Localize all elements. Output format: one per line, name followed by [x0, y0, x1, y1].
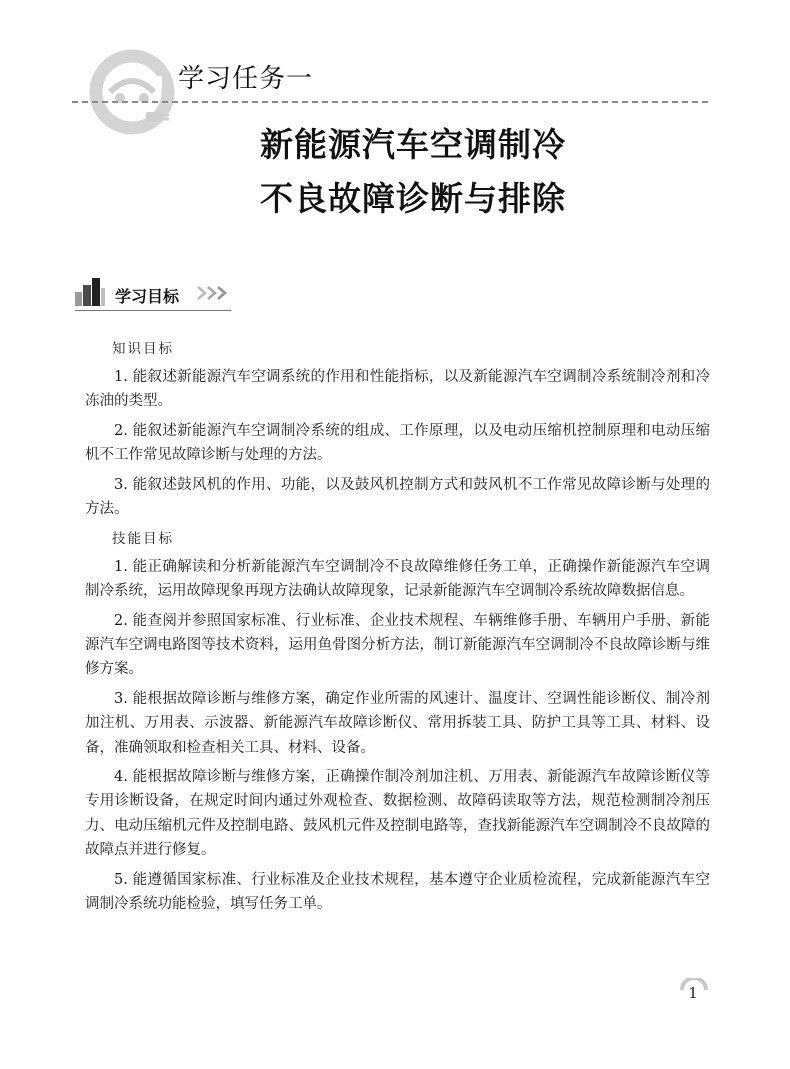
- skills-item: 4. 能根据故障诊断与维修方案，正确操作制冷剂加注机、万用表、新能源汽车故障诊断仪等专用诊断设备，在规定时间内通过外观检查、数据检测、故障码读取等方法，规范检测制冷剂压力、电动压缩机元件及控制电路、鼓风机元件及控制电路等，查找新能源汽车空调制冷不良故障的故障点并进行修复。: [85, 769, 710, 858]
- bar-chart-icon: [75, 278, 105, 306]
- page-number-badge: [679, 978, 713, 1008]
- section-title: 学习目标: [115, 287, 180, 306]
- knowledge-item: 2. 能叙述新能源汽车空调制冷系统的组成、工作原理，以及电动压缩机控制原理和电动压缩机不工作常见故障诊断与处理的方法。: [85, 423, 710, 464]
- task-label: 学习任务一: [178, 64, 314, 94]
- skills-item: 5. 能遵循国家标准、行业标准及企业技术规程，基本遵守企业质检流程，完成新能源汽车空调制冷系统功能检验，填写任务工单。: [85, 871, 710, 912]
- knowledge-heading: 知识目标: [112, 341, 174, 357]
- header-dashed-divider: [72, 101, 708, 103]
- section-underline: [75, 310, 231, 311]
- skills-item: 3. 能根据故障诊断与维修方案，确定作业所需的风速计、温度计、空调性能诊断仪、制冷剂加注机、万用表、示波器、新能源汽车故障诊断仪、常用拆装工具、防护工具等工具、材料、设备，准确领取和检查相关工具、材料、设备。: [85, 691, 710, 756]
- skills-item: 2. 能查阅并参照国家标准、行业标准、企业技术规程、车辆维修手册、车辆用户手册、新能源汽车空调电路图等技术资料，运用鱼骨图分析方法，制订新能源汽车空调制冷不良故障诊断与维修方案。: [85, 613, 710, 678]
- body-content: [85, 334, 710, 921]
- title-line-2: 不良故障诊断与排除: [260, 179, 566, 218]
- section-heading: [75, 276, 231, 314]
- knowledge-item: 1. 能叙述新能源汽车空调系统的作用和性能指标，以及新能源汽车空调制冷系统制冷剂和冷冻油的类型。: [85, 369, 710, 410]
- chevrons-right-icon: [196, 283, 232, 303]
- page-title: [0, 118, 790, 226]
- title-line-1: 新能源汽车空调制冷: [260, 125, 566, 164]
- skills-heading: 技能目标: [112, 530, 174, 547]
- skills-item: 1. 能正确解读和分析新能源汽车空调制冷不良故障维修任务工单，正确操作新能源汽车空调制冷系统，运用故障现象再现方法确认故障现象，记录新能源汽车空调制冷系统故障数据信息。: [85, 559, 710, 600]
- knowledge-item: 3. 能叙述鼓风机的作用、功能，以及鼓风机控制方式和鼓风机不工作常见故障诊断与处理的方法。: [85, 477, 710, 518]
- page-number: 1: [688, 984, 698, 1002]
